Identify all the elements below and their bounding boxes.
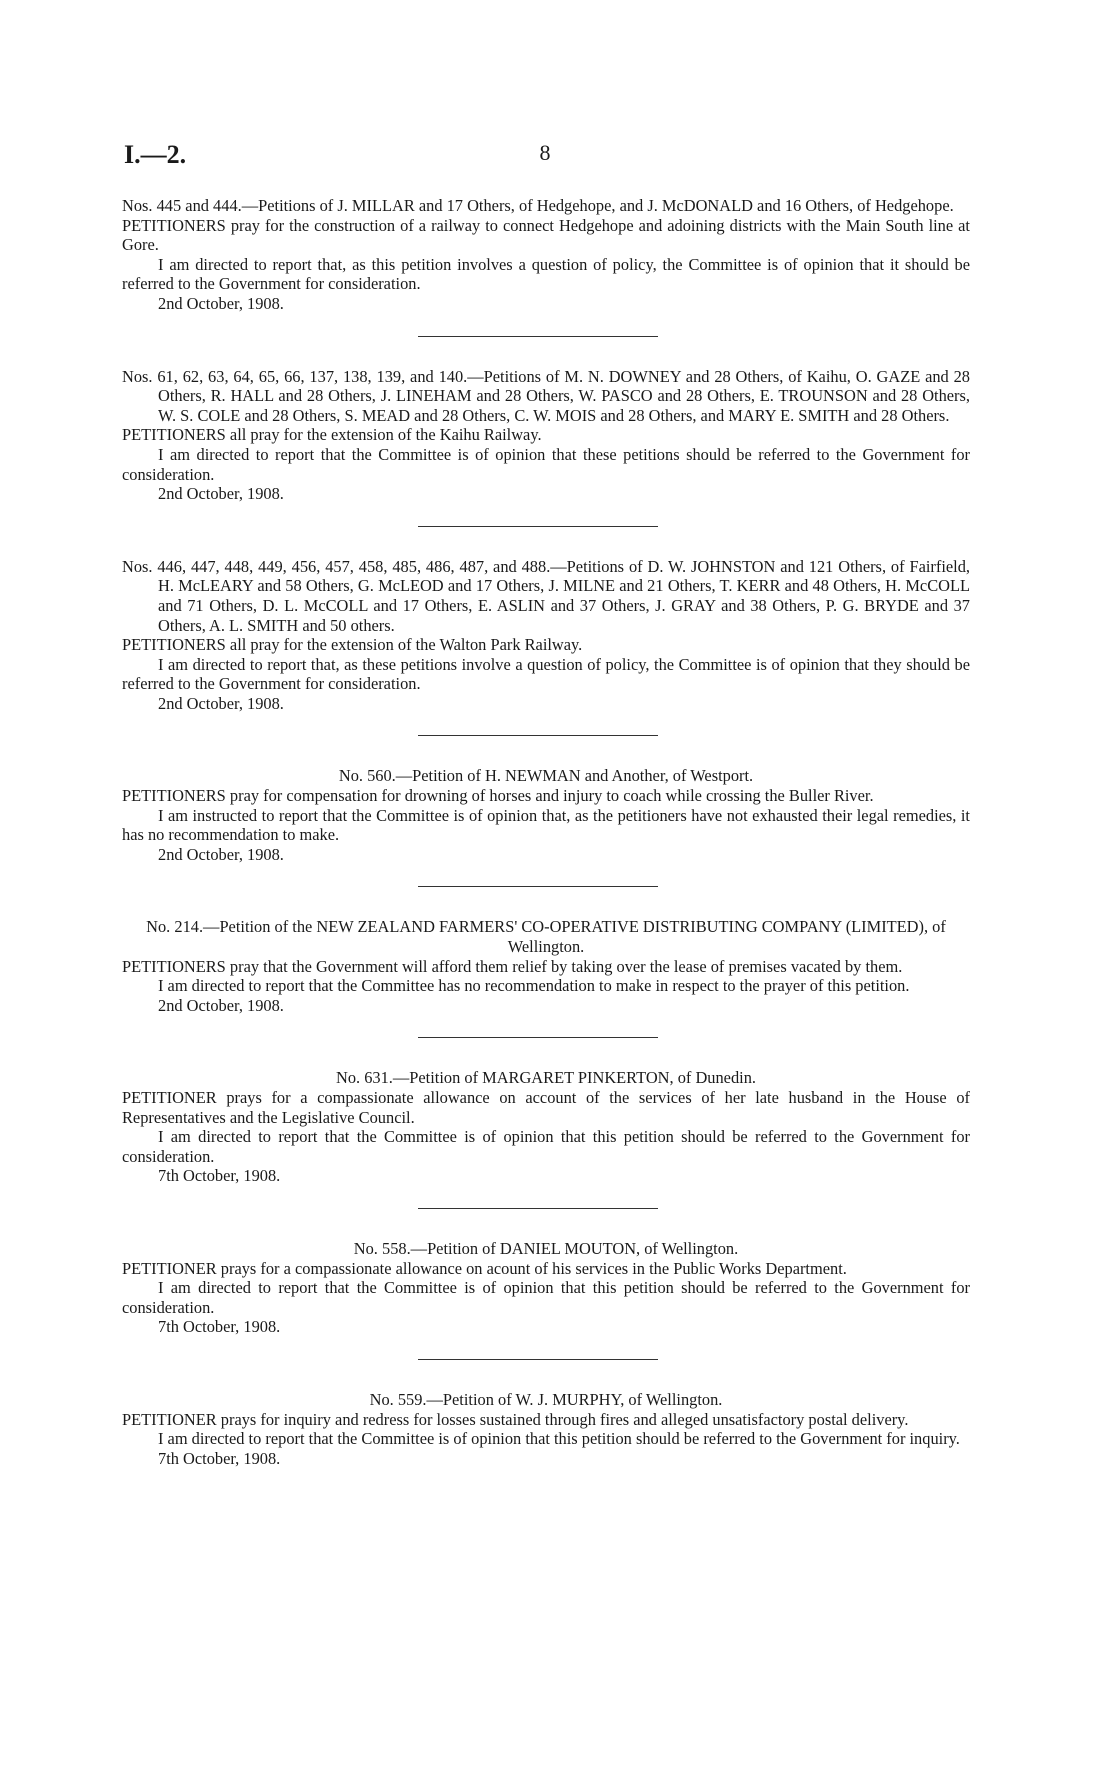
petitioner-label: PETITIONER [122,1409,217,1429]
document-reference: I.—2. [124,140,187,169]
petitions-list [122,196,970,1468]
petition-section [122,1239,970,1337]
prayer-text: all pray for the extension of the Kaihu Railway. [229,425,542,445]
section-divider [418,526,658,527]
committee-report: I am directed to report that, as these petitions involve a question of policy, the Committee is of opinion that they should be referred to the Government for consideration. [122,654,970,694]
petition-section [122,367,970,504]
prayer-text: prays for a compassionate allowance on acount of his services in the Public Works Department. [220,1258,847,1278]
petition-prayer [122,1259,970,1279]
petition-heading: Nos. 446, 447, 448, 449, 456, 457, 458, 485, 486, 487, and 488.—Petitions of D. W. JOHNSTON and 121 Others, of Fairfield, H. McLEARY and 58 Others, G. McLEOD and 17 Others, J. MILNE and 21 Others, T. KERR and 48 Others, H. McCOLL and 71 Others, D. L. McCOLL and 17 Others, E. ASLIN and 37 Others, J. GRAY and 38 Others, P. G. BRYDE and 37 Others, A. L. SMITH and 50 others. [122,556,970,635]
page-header [0,140,1114,180]
petition-section [122,766,970,864]
petition-prayer [122,1410,970,1430]
petition-section [122,557,970,714]
petition-section [122,1068,970,1186]
petition-section [122,1390,970,1468]
petition-heading: Nos. 445 and 444.—Petitions of J. MILLAR and 17 Others, of Hedgehope, and J. McDONALD and 16 Others, of Hedgehope. [122,196,954,215]
section-divider [418,1037,658,1038]
petition-prayer [122,1088,970,1127]
petition-prayer [122,635,970,655]
committee-report: I am directed to report that the Committee has no recommendation to make in respect to the prayer of this petition. [158,976,910,996]
section-divider [418,1359,658,1360]
section-divider [418,336,658,337]
committee-report: I am instructed to report that the Committee is of opinion that, as the petitioners have not exhausted their legal remedies, it has no recommendation to make. [122,805,970,845]
report-date: 7th October, 1908. [158,1448,281,1468]
prayer-text: pray for compensation for drowning of horses and injury to coach while crossing the Buller River. [229,786,874,806]
prayer-text: all pray for the extension of the Walton Park Railway. [229,635,583,655]
section-divider [418,886,658,887]
committee-report: I am directed to report that the Committee is of opinion that this petition should be referred to the Government for consideration. [122,1278,970,1317]
section-divider [418,1208,658,1209]
petitioner-label: PETITIONER [122,1258,217,1278]
petition-section [122,196,970,314]
report-date: 7th October, 1908. [158,1166,281,1186]
petition-prayer [122,957,970,977]
petitioner-label: PETITIONERS [122,215,226,235]
report-date: 2nd October, 1908. [158,693,284,713]
petition-heading: No. 631.—Petition of MARGARET PINKERTON, of Dunedin. [335,1068,756,1088]
petitioner-label: PETITIONERS [122,786,226,806]
petitioner-label: PETITIONERS [122,425,226,445]
prayer-text: pray for the construction of a railway to connect Hedgehope and adoining districts with the Main South line at Gore. [122,215,970,255]
committee-report: I am directed to report that the Committee is of opinion that this petition should be referred to the Government for consideration. [122,1127,970,1166]
section-divider [418,735,658,736]
prayer-text: prays for inquiry and redress for losses sustained through fires and alleged unsatisfactory postal delivery. [220,1409,909,1429]
petition-section [122,917,970,1015]
petition-heading: No. 558.—Petition of DANIEL MOUTON, of Wellington. [353,1238,739,1258]
report-date: 2nd October, 1908. [158,293,284,313]
petition-prayer [122,786,970,806]
report-date: 2nd October, 1908. [158,844,284,864]
report-date: 2nd October, 1908. [158,484,284,504]
prayer-text: prays for a compassionate allowance on account of the services of her late husband in the House of Representatives and the Legislative Council. [122,1088,970,1127]
petitioner-label: PETITIONERS [122,956,226,976]
petition-prayer [122,425,970,445]
committee-report: I am directed to report that the Committee is of opinion that this petition should be referred to the Government for inquiry. [158,1429,960,1449]
prayer-text: pray that the Government will afford them relief by taking over the lease of premises vacated by them. [229,956,903,976]
page-number: 8 [539,140,551,165]
petition-heading: No. 214.—Petition of the NEW ZEALAND FARMERS' CO-OPERATIVE DISTRIBUTING COMPANY (LIMITED), of Wellington. [146,917,946,957]
report-date: 7th October, 1908. [158,1317,281,1337]
committee-report: I am directed to report that the Committee is of opinion that these petitions should be referred to the Government for consideration. [122,444,970,484]
petitioner-label: PETITIONER [122,1088,217,1107]
petition-heading: No. 559.—Petition of W. J. MURPHY, of Wellington. [369,1389,723,1409]
petitioner-label: PETITIONERS [122,635,226,655]
report-date: 2nd October, 1908. [158,995,284,1015]
petition-prayer [122,216,970,255]
petition-heading: Nos. 61, 62, 63, 64, 65, 66, 137, 138, 139, and 140.—Petitions of M. N. DOWNEY and 28 Others, of Kaihu, O. GAZE and 28 Others, R. HALL and 28 Others, J. LINEHAM and 28 Others, W. PASCO and 28 Others, E. TROUNSON and 28 Others, W. S. COLE and 28 Others, S. MEAD and 28 Others, C. W. MOIS and 28 Others, and MARY E. SMITH and 28 Others. [122,366,970,425]
petition-heading: No. 560.—Petition of H. NEWMAN and Another, of Westport. [338,766,754,786]
committee-report: I am directed to report that, as this petition involves a question of policy, the Committee is of opinion that it should be referred to the Government for consideration. [122,254,970,294]
